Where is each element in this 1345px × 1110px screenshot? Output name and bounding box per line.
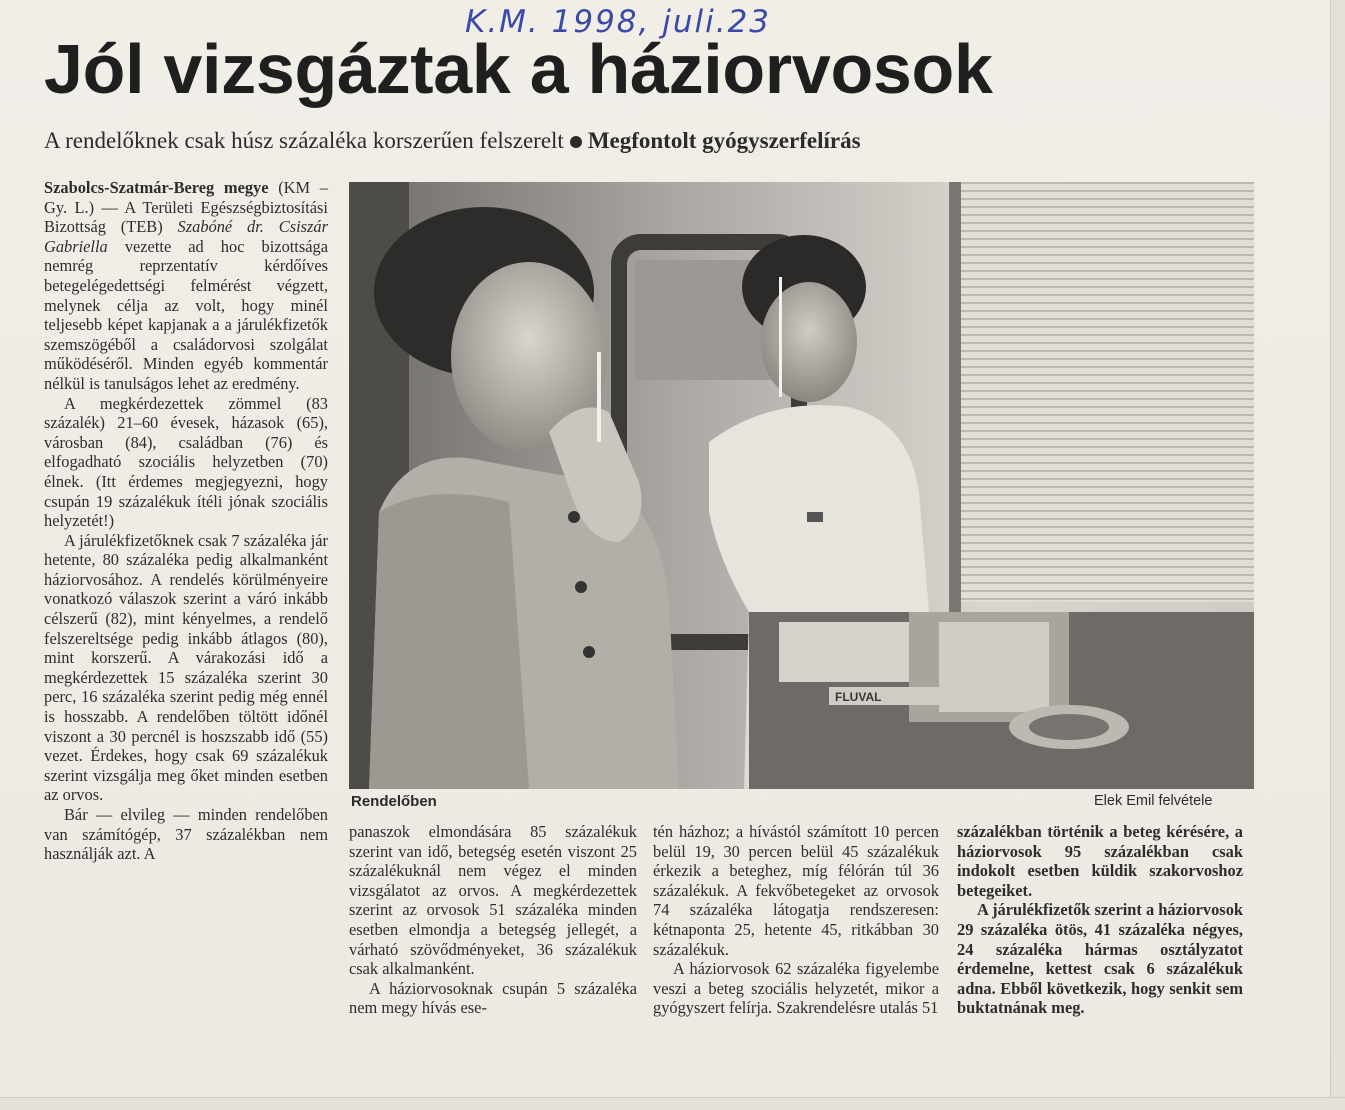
- dateline: Szabolcs-Szatmár-Bereg megye: [44, 178, 269, 197]
- article-column-3: [653, 822, 939, 1018]
- paragraph: Bár — elvileg — minden rendelőben van számítógép, 37 százalékban nem használják azt. A: [44, 805, 328, 864]
- article-column-2: [349, 822, 637, 1018]
- person-name: Szabóné dr. Csiszár Gabriella: [44, 217, 328, 256]
- subheadline-part-1: A rendelőknek csak húsz százaléka korszerűen felszerelt: [44, 128, 564, 153]
- paragraph: A járulékfizetők szerint a háziorvosok 29 százaléka ötös, 41 százaléka négyes, 24 százaléka hármas osztályzatot érdemelne, kettest csak 6 százalékuk adna. Ebből következik, hogy senkit sem buktatnának meg.: [957, 900, 1243, 1018]
- photo-credit: Elek Emil felvétele: [1094, 793, 1213, 809]
- article-column-1: [44, 178, 328, 864]
- text-run: vezette ad hoc bizottsága nemrég reprzentatív kérdőíves betegelégedettségi felmérést végzett, melynek célja az volt, hogy minél teljesebb képet kapjanak a a járulékfizetők szemszögéből a családorvosi szolgálat működéséről. Minden egyéb kommentár nélkül is tanulságos lehet az eredmény.: [44, 236, 328, 393]
- device-label: FLUVAL: [835, 690, 882, 704]
- subheadline-part-2: Megfontolt gyógyszerfelírás: [587, 128, 861, 153]
- article-subheadline: [44, 128, 861, 154]
- paragraph: százalékban történik a beteg kérésére, a háziorvosok 95 százalékban csak indokolt esetben küldik szakorvoshoz betegeiket.: [957, 822, 1243, 900]
- bullet-icon: [570, 136, 582, 148]
- paragraph: panaszok elmondására 85 százalékuk szerint van idő, betegség esetén viszont 25 százalékuknál nem végez el minden vizsgálatot az orvos. A megkérdezettek szerint az orvosok 51 százaléka minden esetben elmondja a betegség jellegét, a várható szövődményeket, 36 százalékuk csak alkalmanként.: [349, 822, 637, 979]
- paragraph: A háziorvosok 62 százaléka figyelembe veszi a beteg szociális helyzetét, mikor a gyógyszert felírja. Szakrendelésre utalás 51: [653, 959, 939, 1018]
- photo-caption: Rendelőben: [351, 793, 437, 810]
- paragraph: A járulékfizetőknek csak 7 százaléka jár hetente, 80 százaléka pedig alkalmanként háziorvosához. A rendelés körülményeire vonatkozó válaszok szerint a váró inkább célszerű (82), mint kényelmes, a rendelő felszereltsége pedig inkább átlagos (80), mint korszerű. A várakozási idő a megkérdezettek 15 százaléka szerint 30 perc, 16 százaléka szerint pedig még ennél is hosszabb. A rendelőben töltött időnél viszont a 30 percnél is hoszszabb idő (55) vezet. Érdekes, hogy csak 69 százalékuk szerint vizsgálja meg őket minden esetben az orvos.: [44, 530, 328, 805]
- paragraph: A háziorvosoknak csupán 5 százaléka nem megy hívás ese-: [349, 978, 637, 1018]
- paper-edge: [1330, 0, 1345, 1110]
- article-headline: Jól vizsgáztak a háziorvosok: [44, 30, 993, 108]
- handwritten-date-note: K.M. 1998, juli.23: [465, 4, 772, 40]
- text-run: (KM – Gy. L.) — A Területi Egészségbiztosítási Bizottság (TEB): [44, 178, 328, 237]
- paragraph: tén házhoz; a hívástól számított 10 percen belül 19, 30 percen belül 45 százalékuk érkezik a beteghez, míg félórán túl 36 százalékuk. A fekvőbetegeket az orvosok 74 százaléka látogatja rendszeresen: kétnaponta 25, hetente 45, ritkábban 30 százalékuk.: [653, 822, 939, 959]
- article-column-4: [957, 822, 1243, 1018]
- article-photo: [349, 182, 1254, 789]
- paper-edge-bottom: [0, 1097, 1345, 1110]
- paragraph: A megkérdezettek zömmel (83 százalék) 21–60 évesek, házasok (65), városban (84), családban (76) és elfogadható szociális helyzetben (70) élnek. (Itt érdemes megjegyezni, hogy csupán 19 százalékuk ítéli jónak szociális helyzetét!): [44, 393, 328, 531]
- paragraph: [44, 178, 328, 394]
